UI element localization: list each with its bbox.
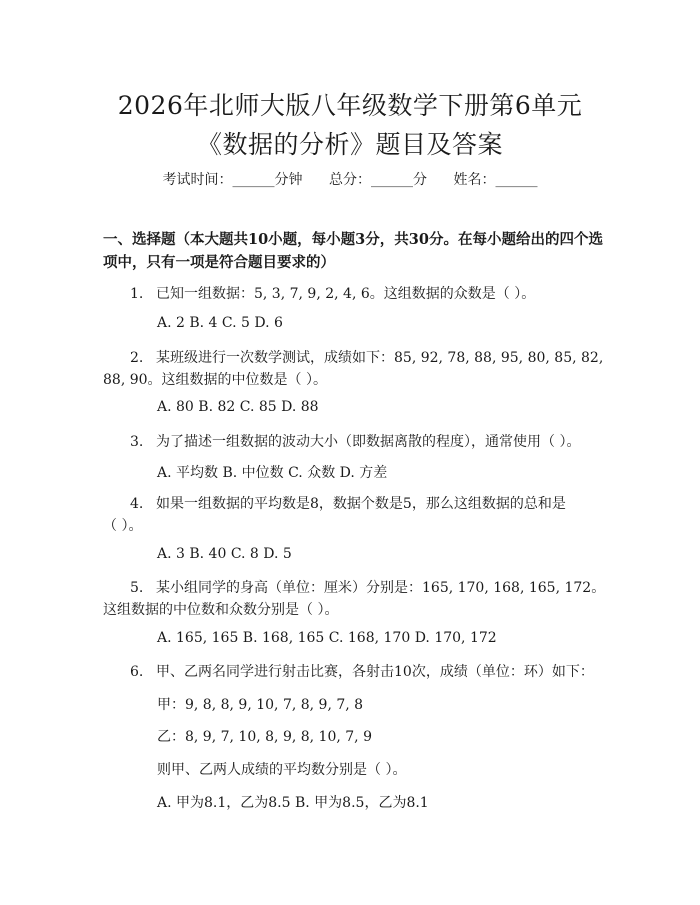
exam-meta [0, 169, 700, 189]
doc-title-line1: 2026年北师大版八年级数学下册第6单元 [117, 91, 583, 120]
question-6 [130, 661, 594, 681]
question-text: 已知一组数据：5, 3, 7, 9, 2, 4, 6。这组数据的众数是（ ）。 [156, 286, 536, 302]
question-text: 为了描述一组数据的波动大小（即数据离散的程度），通常使用（ ）。 [156, 434, 581, 450]
question-number: 4. [130, 496, 144, 512]
question-5 [130, 577, 605, 597]
question-text: 某小组同学的身高（单位：厘米）分别是：165, 170, 168, 165, 172。 [156, 580, 606, 596]
question-text: 某班级进行一次数学测试，成绩如下：85, 92, 78, 88, 95, 80, 85, 82, [156, 350, 604, 366]
question-2-options: A. 80 B. 82 C. 85 D. 88 [157, 399, 319, 415]
doc-title-line2: 《数据的分析》题目及答案 [196, 130, 503, 159]
question-number: 1. [130, 286, 144, 302]
question-number: 6. [130, 664, 144, 680]
question-3 [130, 431, 580, 451]
question-text: 如果一组数据的平均数是8，数据个数是5，那么这组数据的总和是 [156, 496, 566, 512]
question-5-continued: 这组数据的中位数和众数分别是（ ）。 [103, 602, 339, 618]
question-2 [130, 347, 603, 367]
question-4-options: A. 3 B. 40 C. 8 D. 5 [157, 546, 292, 562]
section-heading: 一、选择题（本大题共10小题，每小题3分，共30分。在每小题给出的四个选项中，只有一项是符合题目要求的） [103, 231, 603, 271]
question-6-options: A. 甲为8.1，乙为8.5 B. 甲为8.5，乙为8.1 [157, 795, 429, 811]
question-number: 2. [130, 350, 144, 366]
question-5-options: A. 165, 165 B. 168, 165 C. 168, 170 D. 170, 172 [157, 630, 497, 646]
question-6-ask: 则甲、乙两人成绩的平均数分别是（ ）。 [157, 762, 407, 778]
question-6-yi-scores: 乙：8, 9, 7, 10, 8, 9, 8, 10, 7, 9 [157, 729, 372, 745]
question-4 [130, 493, 566, 513]
question-1 [130, 283, 535, 303]
question-3-options: A. 平均数 B. 中位数 C. 众数 D. 方差 [157, 465, 388, 481]
question-number: 3. [130, 434, 144, 450]
question-text: 甲、乙两名同学进行射击比赛，各射击10次，成绩（单位：环）如下： [156, 664, 594, 680]
question-2-continued: 88, 90。这组数据的中位数是（ ）。 [103, 372, 327, 388]
exam-score: 总分：______分 [329, 172, 427, 188]
exam-name: 姓名：______ [453, 172, 538, 188]
question-number: 5. [130, 580, 144, 596]
question-1-options: A. 2 B. 4 C. 5 D. 6 [157, 315, 283, 331]
question-4-continued: （ ）。 [103, 518, 143, 534]
exam-time: 考试时间：______分钟 [162, 172, 303, 188]
question-6-jia-scores: 甲：9, 8, 8, 9, 10, 7, 8, 9, 7, 8 [157, 697, 364, 713]
